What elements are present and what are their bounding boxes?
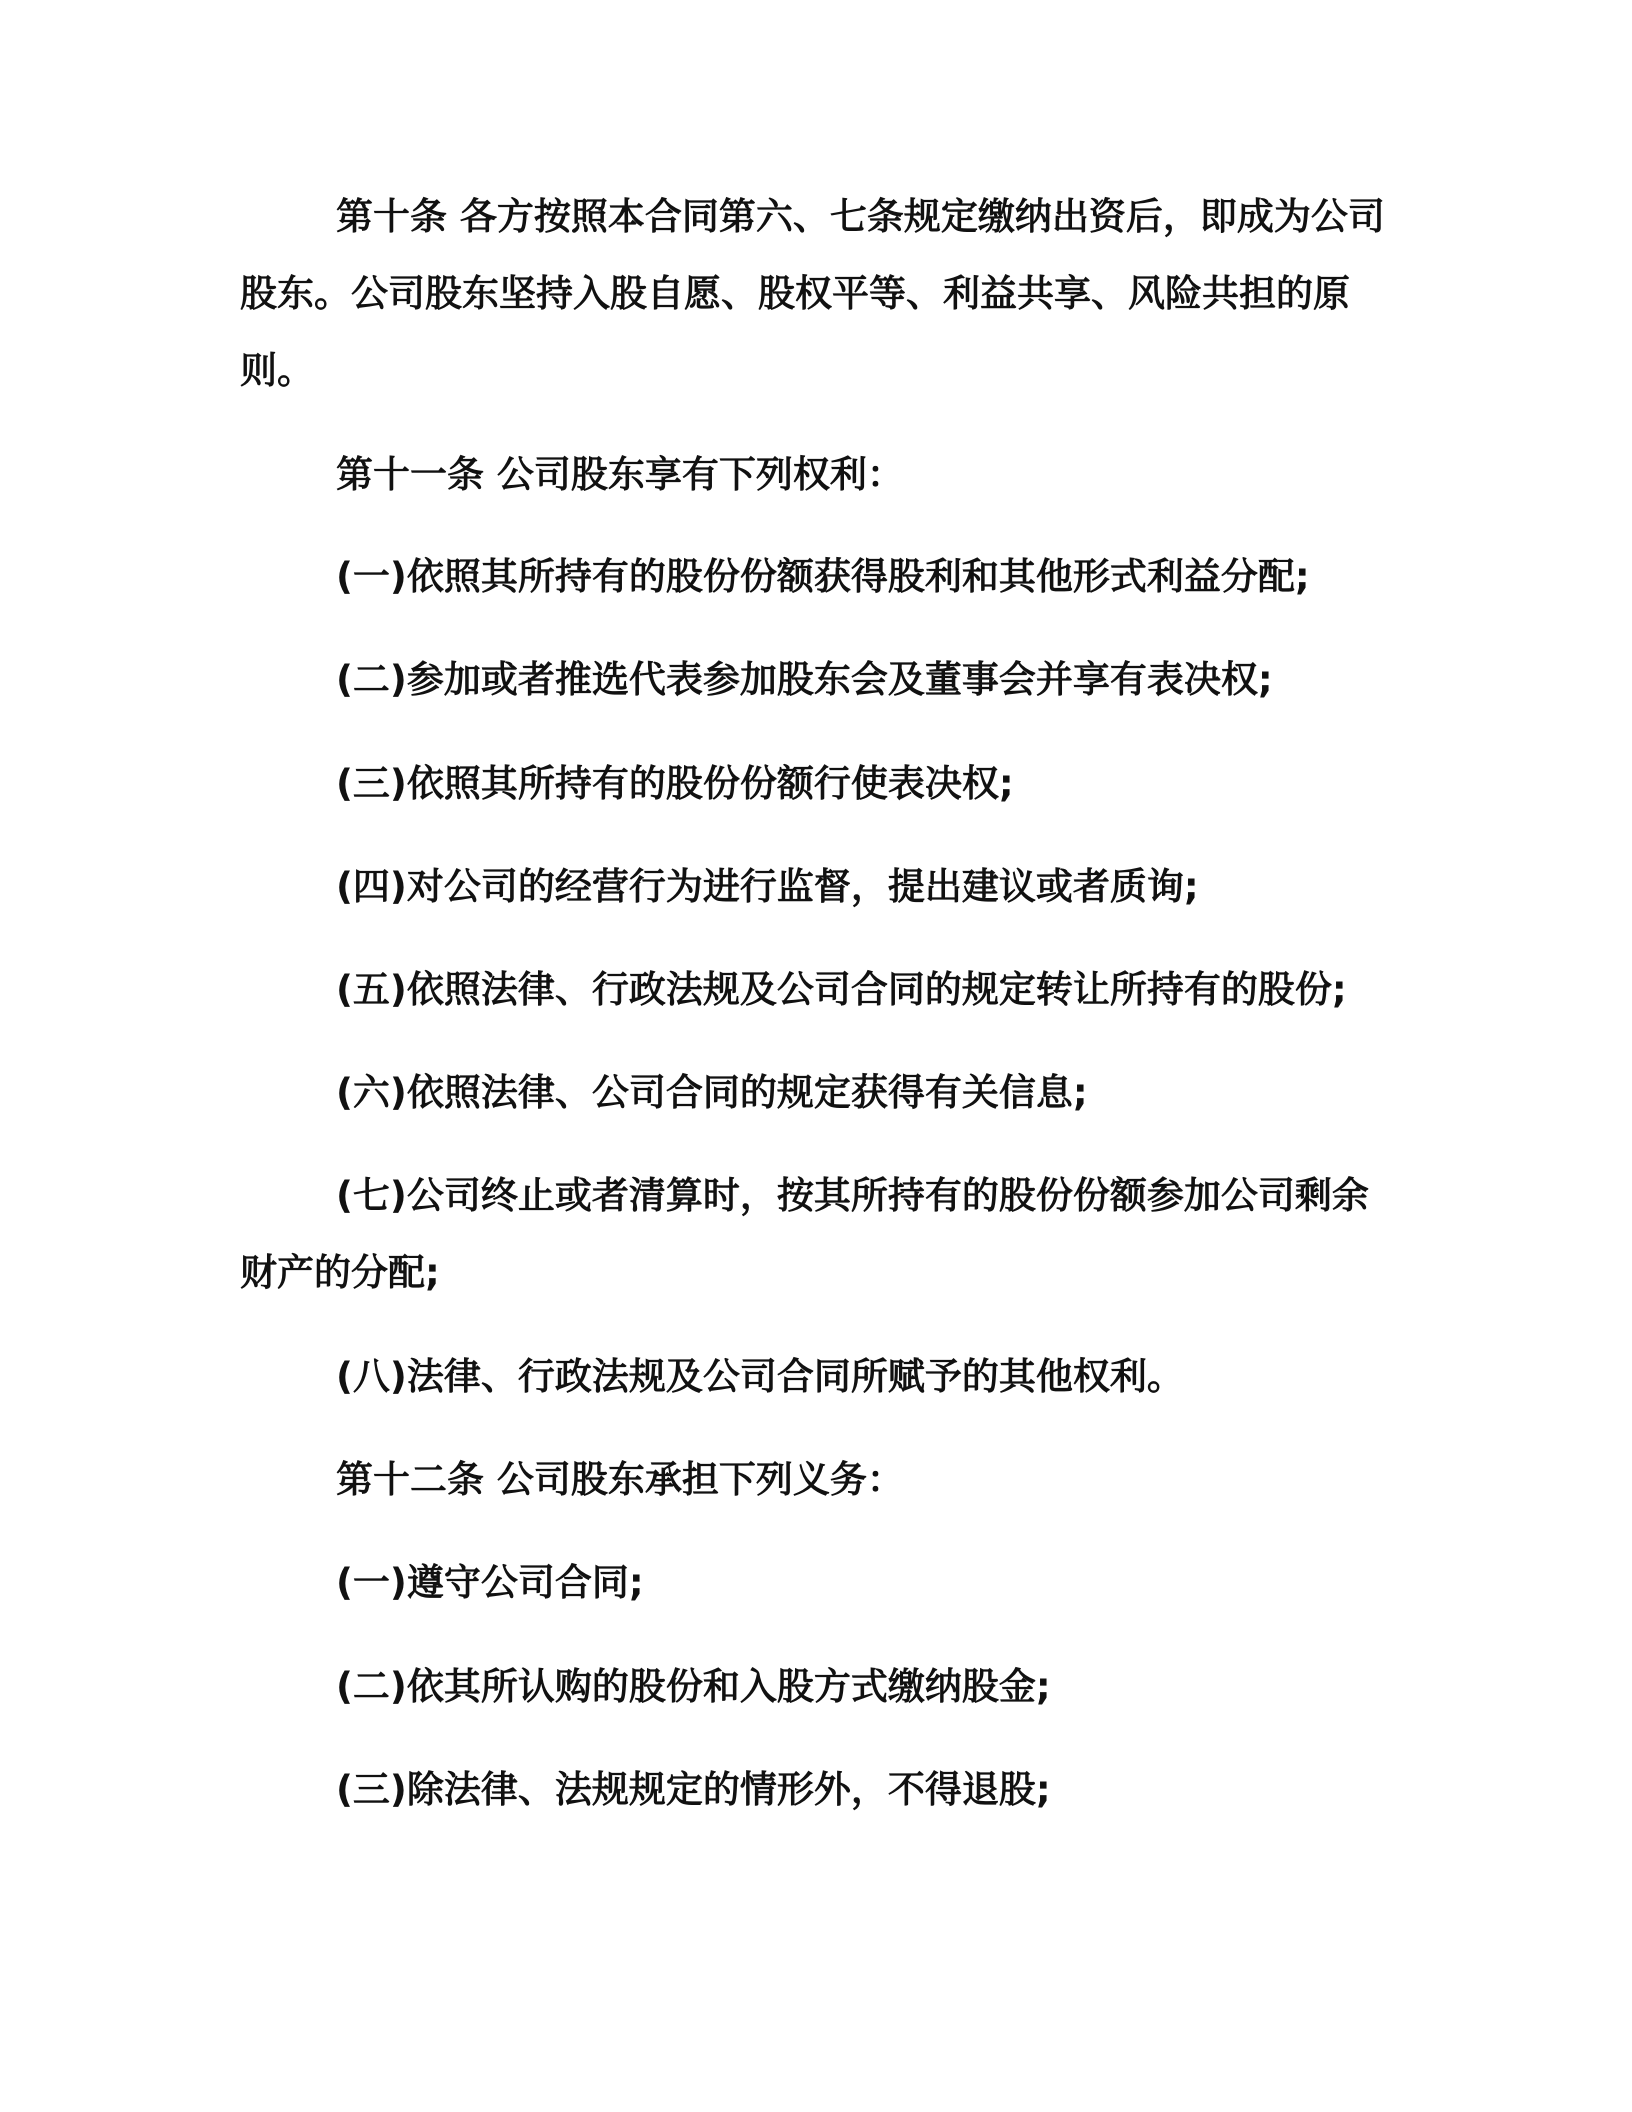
right-item-2: (二)参加或者推选代表参加股东会及董事会并享有表决权; — [336, 658, 1273, 701]
right-item-6: (六)依照法律、公司合同的规定获得有关信息; — [336, 1071, 1088, 1114]
right-item-5: (五)依照法律、行政法规及公司合同的规定转让所持有的股份; — [336, 968, 1347, 1011]
right-item-8: (八)法律、行政法规及公司合同所赋予的其他权利。 — [336, 1355, 1184, 1398]
right-item-4: (四)对公司的经营行为进行监督，提出建议或者质询; — [336, 865, 1199, 908]
duty-item-2: (二)依其所认购的股份和入股方式缴纳股金; — [336, 1665, 1051, 1708]
right-item-3: (三)依照其所持有的股份份额行使表决权; — [336, 762, 1014, 805]
article-11-heading: 第十一条 公司股东享有下列权利： — [336, 453, 904, 496]
document-page — [240, 0, 1390, 2112]
article-12-heading: 第十二条 公司股东承担下列义务： — [336, 1458, 904, 1501]
duty-item-3: (三)除法律、法规规定的情形外，不得退股; — [336, 1768, 1051, 1811]
right-item-1: (一)依照其所持有的股份份额获得股利和其他形式利益分配; — [336, 555, 1310, 598]
duty-item-1: (一)遵守公司合同; — [336, 1561, 644, 1604]
right-item-7: (七)公司终止或者清算时，按其所持有的股份份额参加公司剩余财产的分配; — [240, 1174, 1369, 1294]
article-10-paragraph: 第十条 各方按照本合同第六、七条规定缴纳出资后，即成为公司股东。公司股东坚持入股自愿、股权平等、利益共享、风险共担的原则。 — [240, 195, 1385, 392]
